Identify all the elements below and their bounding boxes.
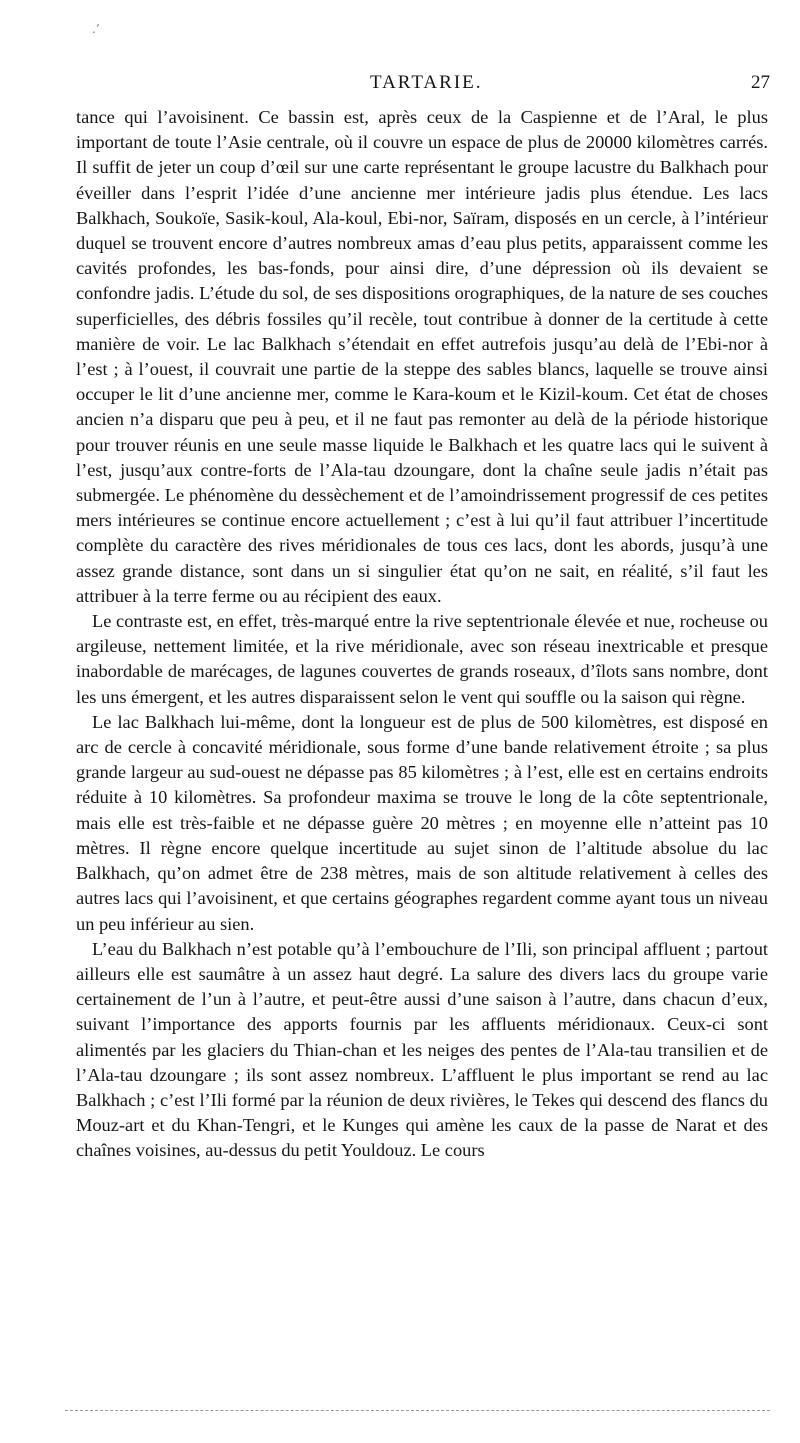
paragraph-1: tance qui l’avoisinent. Ce bassin est, après ceux de la Caspienne et de l’Aral, le plus important de toute l’Asie centrale, où il couvre un espace de plus de 20000 kilomètres carrés. Il suffit de jeter un coup d’œil sur une carte représentant le groupe lacustre du Balkhach pour éveiller dans l’esprit l’idée d’une ancienne mer intérieure jadis plus étendue. Les lacs Balkhach, Soukoïe, Sasik-koul, Ala-koul, Ebi-nor, Saïram, disposés en un cercle, à l’intérieur duquel se trouvent encore d’autres nombreux amas d’eau plus petits, apparaissent comme les cavités profondes, les bas-fonds, pour ainsi dire, d’une dépression où ils devaient se confondre jadis. L’étude du sol, de ses dispositions orographiques, de la nature de ses couches superficielles, des débris fossiles qu’il recèle, tout contribue à donner de la certitude à cette manière de voir. Le lac Balkhach s’étendait en effet autrefois jusqu’au delà de l’Ebi-nor à l’est ; à l’ouest, il couvrait une partie de la steppe des sables blancs, laquelle se trouve ainsi occuper le lit d’une ancienne mer, comme le Kara-koum et le Kizil-koum. Cet état de choses ancien n’a disparu que peu à peu, et il ne faut pas remonter au delà de la période historique pour trouver réunis en une seule masse liquide le Balkhach et les quatre lacs qui le suivent à l’est, jusqu’aux contre-forts de l’Ala-tau dzoungare, dont la chaîne seule jadis n’était pas submergée. Le phénomène du dessèchement et de l’amoindrissement progressif de ces petites mers intérieures se continue encore actuellement ; c’est à lui qu’il faut attribuer l’incertitude complète du caractère des rives méridionales de tous ces lacs, dont les abords, jusqu’à une assez grande distance, sont dans un si singulier état qu’on ne sait, en réalité, s’il faut les attribuer à la terre ferme ou au récipient des eaux. xyxy=(76,107,768,606)
page-number: 27 xyxy=(751,72,770,93)
footer-rule xyxy=(65,1410,770,1411)
margin-mark: .’ xyxy=(92,22,100,36)
body-text xyxy=(76,105,768,1164)
page-header xyxy=(70,72,770,98)
paragraph-3: Le lac Balkhach lui-même, dont la longueur est de plus de 500 kilomètres, est disposé en arc de cercle à concavité méridionale, sous forme d’une bande relativement étroite ; sa plus grande largeur au sud-ouest ne dépasse pas 85 kilomètres ; à l’est, elle est en certains endroits réduite à 10 kilomètres. Sa profondeur maxima se trouve le long de la côte septentrionale, mais elle est très-faible et ne dépasse guère 20 mètres ; en moyenne elle n’atteint pas 10 mètres. Il règne encore quelque incertitude au sujet sinon de l’altitude absolue du lac Balkhach, qu’on admet être de 238 mètres, mais de son altitude relativement à celles des autres lacs qui l’avoisinent, et que certains géographes regardent comme ayant tous un niveau un peu inférieur au sien. xyxy=(76,711,768,934)
paragraph-2: Le contraste est, en effet, très-marqué entre la rive septentrionale élevée et nue, rocheuse ou argileuse, nettement limitée, et la rive méridionale, avec son réseau inextricable et presque inabordable de marécages, de lagunes couvertes de grands roseaux, d’îlots sans nombre, dont les uns émergent, et les autres disparaissent selon le vent qui souffle ou la saison qui règne. xyxy=(76,611,768,707)
paragraph-4: L’eau du Balkhach n’est potable qu’à l’embouchure de l’Ili, son principal affluent ; partout ailleurs elle est saumâtre à un assez haut degré. La salure des divers lacs du groupe varie certainement de l’un à l’autre, et peut-être aussi d’une saison à l’autre, dans chacun d’eux, suivant l’importance des apports fournis par les affluents méridionaux. Ceux-ci sont alimentés par les glaciers du Thian-chan et les neiges des pentes de l’Ala-tau transilien et de l’Ala-tau dzoungare ; ils sont assez nombreux. L’affluent le plus important se rend au lac Balkhach ; c’est l’Ili formé par la réunion de deux rivières, le Tekes qui descend des flancs du Mouz-art et du Khan-Tengri, et le Kunges qui amène les caux de la passe de Narat et des chaînes voisines, au-dessus du petit Youldouz. Le cours xyxy=(76,938,768,1161)
running-head: TARTARIE. xyxy=(370,72,483,93)
